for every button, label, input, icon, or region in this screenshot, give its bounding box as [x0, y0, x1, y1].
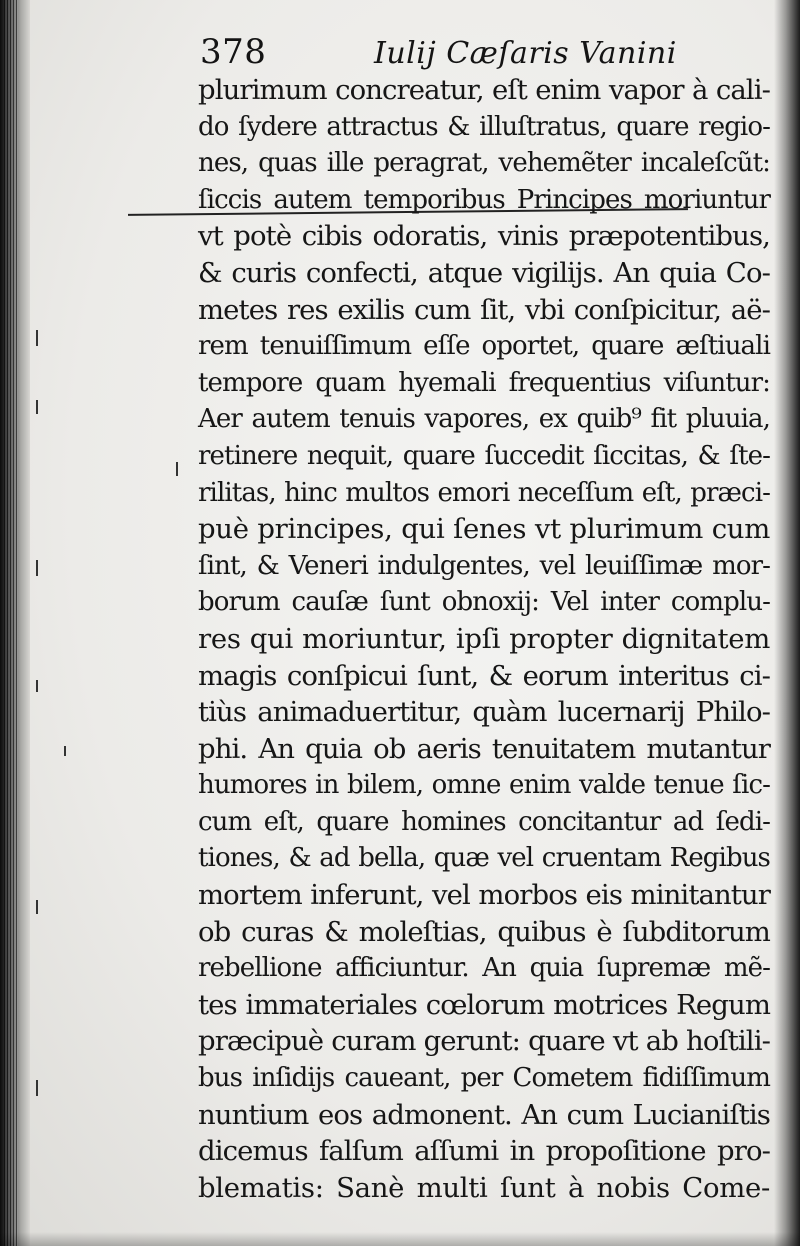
text-line: rebellione afficiuntur. An quia ſupremæ mẽ- [198, 953, 770, 984]
text-line: & curis confecti, atque vigilijs. An quia Co- [198, 256, 770, 289]
text-line: do ſydere attractus & illuſtratus, quare regio- [198, 111, 770, 142]
text-line: res qui moriuntur, ipſi propter dignitatem [198, 622, 770, 655]
text-line: phi. An quia ob aeris tenuitatem mutantur [198, 732, 770, 765]
margin-speck [36, 900, 38, 914]
text-line: ob curas & moleſtias, quibus è ſubditorum [198, 915, 770, 948]
text-line: nes, quas ille peragrat, vehemẽter incaleſcũt: [198, 148, 770, 179]
text-line: metes res exilis cum ſit, vbi conſpicitur, aë- [198, 293, 770, 326]
text-line: dicemus falſum aſſumi in propoſitione pro- [198, 1135, 770, 1168]
text-line: vt potè cibis odoratis, vinis præpotentibus, [198, 220, 770, 253]
page-edge-shadow [774, 0, 800, 1246]
page-number: 378 [200, 32, 267, 72]
text-line: tiùs animaduertitur, quàm lucernarij Philo- [198, 696, 770, 729]
margin-speck [36, 560, 38, 576]
text-line: tes immateriales cœlorum motrices Regum [198, 988, 770, 1021]
margin-speck [36, 330, 38, 346]
text-line: Aer autem tenuis vapores, ex quib⁹ fit pluuia, [198, 404, 770, 435]
text-line: tempore quam hyemali frequentius viſuntur: [198, 367, 770, 398]
margin-speck [36, 680, 38, 692]
text-line: bus inſidijs caueant, per Cometem fidiſſimum [198, 1063, 770, 1094]
margin-speck [176, 462, 178, 476]
text-line: ſint, & Veneri indulgentes, vel leuiſſimæ mor- [198, 550, 770, 581]
text-line: cum eſt, quare homines concitantur ad ſedi- [198, 806, 770, 837]
text-line: puè principes, qui ſenes vt plurimum cum [198, 513, 770, 546]
page-bottom-shadow [0, 1232, 800, 1246]
text-line: rilitas, hinc multos emori neceſſum eſt, præci- [198, 477, 770, 508]
margin-speck [36, 400, 38, 414]
text-line: nuntium eos admonent. An cum Lucianiſtis [198, 1098, 770, 1131]
text-line: præcipuè curam gerunt: quare vt ab hoſtili- [198, 1025, 770, 1058]
text-line: blematis: Sanè multi ſunt à nobis Come- [198, 1171, 770, 1204]
gutter-texture [4, 0, 18, 1246]
text-line: magis conſpicui ſunt, & eorum interitus ci- [198, 659, 770, 692]
text-line: mortem inferunt, vel morbos eis minitantur [198, 879, 770, 912]
text-line: borum cauſæ ſunt obnoxij: Vel inter complu- [198, 587, 770, 618]
book-gutter [0, 0, 30, 1246]
text-line: retinere nequit, quare ſuccedit ſiccitas, & ſte- [198, 440, 770, 471]
text-line: tiones, & ad bella, quæ vel cruentam Regibus [198, 843, 770, 874]
running-head [200, 28, 760, 76]
margin-speck [64, 746, 66, 756]
text-line: plurimum concreatur, eſt enim vapor à cali- [198, 74, 770, 106]
running-head-title: Iulij Cæſaris Vanini [374, 36, 677, 71]
text-line: rem tenuiſſimum eſſe oportet, quare æſtiuali [198, 331, 770, 362]
body-text [198, 72, 770, 1206]
margin-speck [36, 1080, 38, 1096]
text-line: ſiccis autem temporibus Principes moriuntur [198, 184, 770, 215]
text-line: humores in bilem, omne enim valde tenue ſic- [198, 770, 770, 801]
